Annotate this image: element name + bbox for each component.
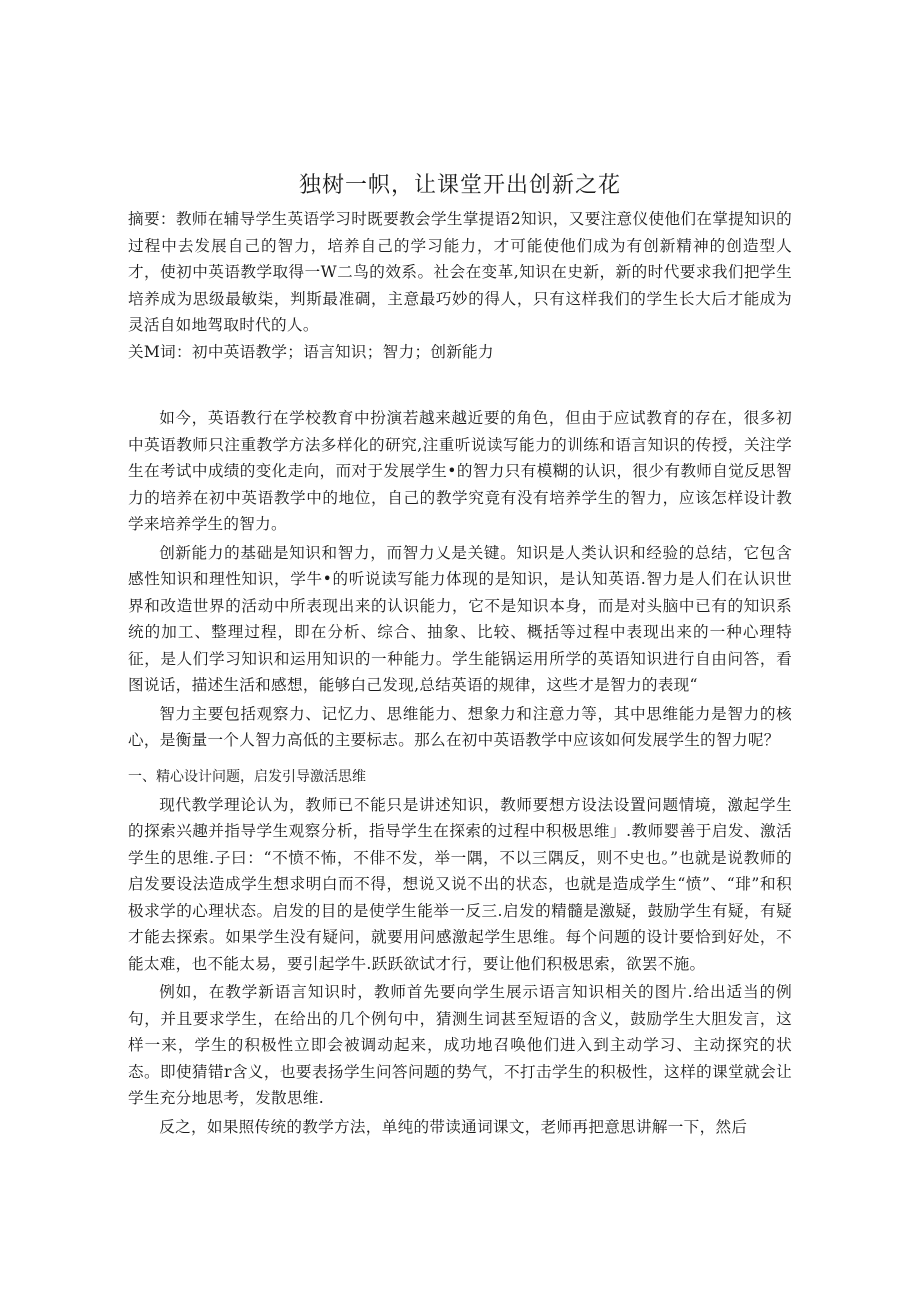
article-title: 独树一帜，让课堂开出创新之花	[298, 173, 621, 198]
body-paragraph: 智力主要包括观察力、记忆力、思维能力、想象力和注意力等，其中思维能力是智力的核心，是衡量一个人智力高低的主要标志。那么在初中英语教学中应该如何发展学生的智力呢？	[128, 704, 792, 749]
section-paragraph: 反之，如果照传统的教学方法，单纯的带读通词课文，老师再把意思讲解一下，然后	[159, 1117, 748, 1136]
keywords: 关M词：初中英语教学；语言知识；智力；创新能力	[128, 342, 494, 361]
section-paragraph: 例如，在教学新语言知识时，教师首先要向学生展示语言知识相关的图片.给出适当的例句，并且要求学生，在给出的几个例句中，猜测生词甚至短语的含义，鼓励学生大胆发言，这样一来，学生的积极性立即会被调动起来，成功地召唤他们进入到主动学习、主动探究的状态。即使猜错r含义，也要表扬学生问答问题的势气，不打击学生的积极性，这样的课堂就会让学生充分地思考，发散思维.	[128, 983, 792, 1107]
body-paragraph: 创新能力的基础是知识和智力，而智力乂是关键。知识是人类认识和经验的总结，它包含感性知识和理性知识，学牛•的听说读写能力体现的是知识，是认知英语.智力是人们在认识世界和改造世界的活动中所表现出来的认识能力，它不是知识本身，而是对头脑中已有的知识系统的加工、整理过程，即在分析、综合、抽象、比较、概括等过程中表现出来的一种心理特征，是人们学习知识和运用知识的一种能力。学生能锅运用所学的英语知识进行自由问答，看图说话，描述生活和感想，能够白己发现,总结英语的规律，这些才是智力的表现“	[128, 543, 792, 694]
document-page	[128, 168, 792, 1142]
section-paragraph: 现代教学理论认为，教师已不能只是讲述知识，教师要想方设法设置问题情境，激起学生的探索兴趣并指导学生观察分析，指导学生在探索的过程中积极思维」.教师婴善于启发、激活学生的思维.子曰：“不愤不怖，不俳不发，举一隅，不以三隅反，则不史也。”也就是说教师的启发要设法造成学生想求明白而不得，想说又说不出的状态，也就是造成学生“愤”、“琲”和积极求学的心理状态。启发的目的是使学生能举一反三.启发的精髓是激疑，鼓励学生有疑，有疑才能去探索。如果学生没有疑问，就要用问感激起学生思维。每个问题的设计要恰到好处，不能太难，也不能太易，要引起学牛.跃跃欲试才行，要让他们积极思索，欲罢不施。	[128, 795, 792, 973]
section-heading: 一、精心设计问题，启发引导激活思维	[128, 768, 366, 785]
abstract: 摘要：教师在辅导学生英语学习时既要教会学生掌提语2知识，又要注意仪使他们在掌提知识的过程中去发展自己的智力，培养自己的学习能力，才可能使他们成为有创新精神的创造型人才，使初中英语教学取得一W二鸟的效系。社会在变革,知识在史新，新的时代要求我们把学生培养成为思级最敏柒，判斯最准碉，主意最巧妙的得人，只有这样我们的学生长大后才能成为灵活自如地驾取时代的人。	[128, 210, 792, 334]
body-paragraph: 如今，英语教行在学校教育中扮演若越来越近要的角色，但由于应试教育的存在，很多初中英语教师只注重教学方法多样化的研究,注重听说读写能力的训练和语言知识的传授，关注学生在考试中成绩的变化走向，而对于发展学生•的智力只有模糊的认识，很少有教师自觉反思智力的培养在初中英语教学中的地位，自己的教学究竟有没有培养学生的智力，应该怎样设计教学来培养学生的智力。	[128, 409, 792, 533]
